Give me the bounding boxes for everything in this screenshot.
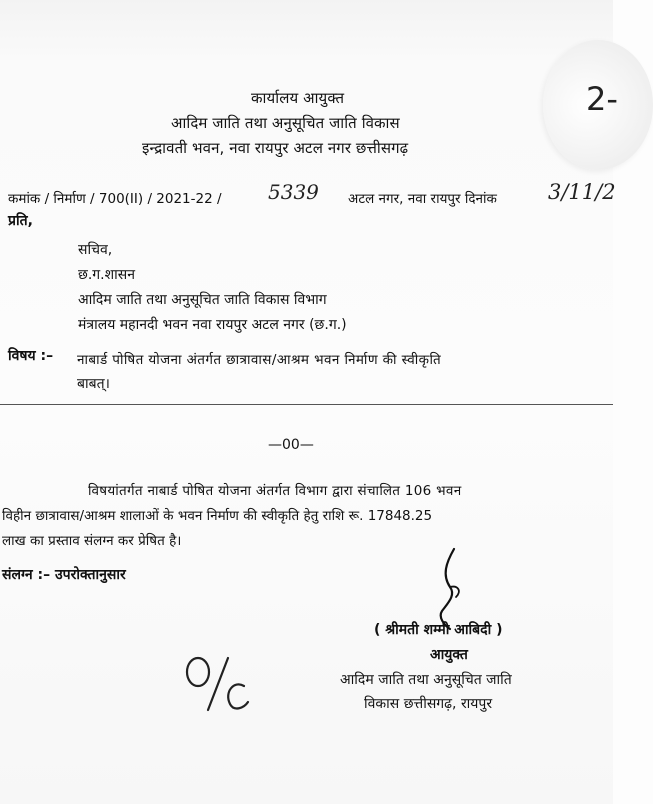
corner-mark: 2-	[586, 80, 618, 118]
recipient-line-4: मंत्रालय महानदी भवन नवा रायपुर अटल नगर (छ.ग.)	[78, 317, 347, 333]
signatory-dept-line-1: आदिम जाति तथा अनुसूचित जाति	[340, 672, 512, 688]
body-line-1: विषयांतर्गत नाबार्ड पोषित योजना अंतर्गत विभाग द्वारा संचालित 106 भवन	[88, 483, 462, 499]
office-department: आदिम जाति तथा अनुसूचित जाति विकास	[171, 114, 400, 132]
recipient-line-1: सचिव,	[78, 242, 113, 258]
reference-number: कमांक / निर्माण / 700(II) / 2021-22 /	[8, 191, 222, 207]
subject-line-1: नाबार्ड पोषित योजना अंतर्गत छात्रावास/आश्रम भवन निर्माण की स्वीकृति	[77, 352, 442, 368]
recipient-line-3: आदिम जाति तथा अनुसूचित जाति विकास विभाग	[78, 292, 327, 308]
signatory-designation: आयुक्त	[430, 647, 468, 663]
office-title: कार्यालय आयुक्त	[251, 89, 345, 107]
handwritten-note-text	[190, 730, 192, 731]
place-date-label: अटल नगर, नवा रायपुर दिनांक	[348, 191, 497, 207]
handwritten-note-oc	[178, 650, 258, 720]
enclosure-note: संलग्न :– उपरोक्तानुसार	[2, 567, 126, 583]
signatory-dept-line-2: विकास छत्तीसगढ़, रायपुर	[364, 696, 493, 712]
separator-mark: —00—	[268, 437, 314, 453]
to-label: प्रति,	[8, 213, 33, 229]
subject-line-2: बाबत्।	[77, 376, 110, 392]
date-handwritten: 3/11/2	[548, 180, 616, 204]
recipient-line-2: छ.ग.शासन	[78, 267, 135, 283]
body-line-3: लाख का प्रस्ताव संलग्न कर प्रेषित है।	[2, 533, 182, 549]
subject-divider	[0, 404, 613, 405]
office-address: इन्द्रावती भवन, नवा रायपुर अटल नगर छत्तीसगढ़	[142, 139, 409, 157]
reference-number-handwritten: 5339	[268, 180, 319, 204]
signatory-name: ( श्रीमती शम्मी आबिदी )	[374, 622, 503, 638]
body-line-2: विहीन छात्रावास/आश्रम शालाओं के भवन निर्माण की स्वीकृति हेतु राशि रू. 17848.25	[2, 508, 433, 524]
subject-label: विषय :–	[8, 348, 54, 364]
